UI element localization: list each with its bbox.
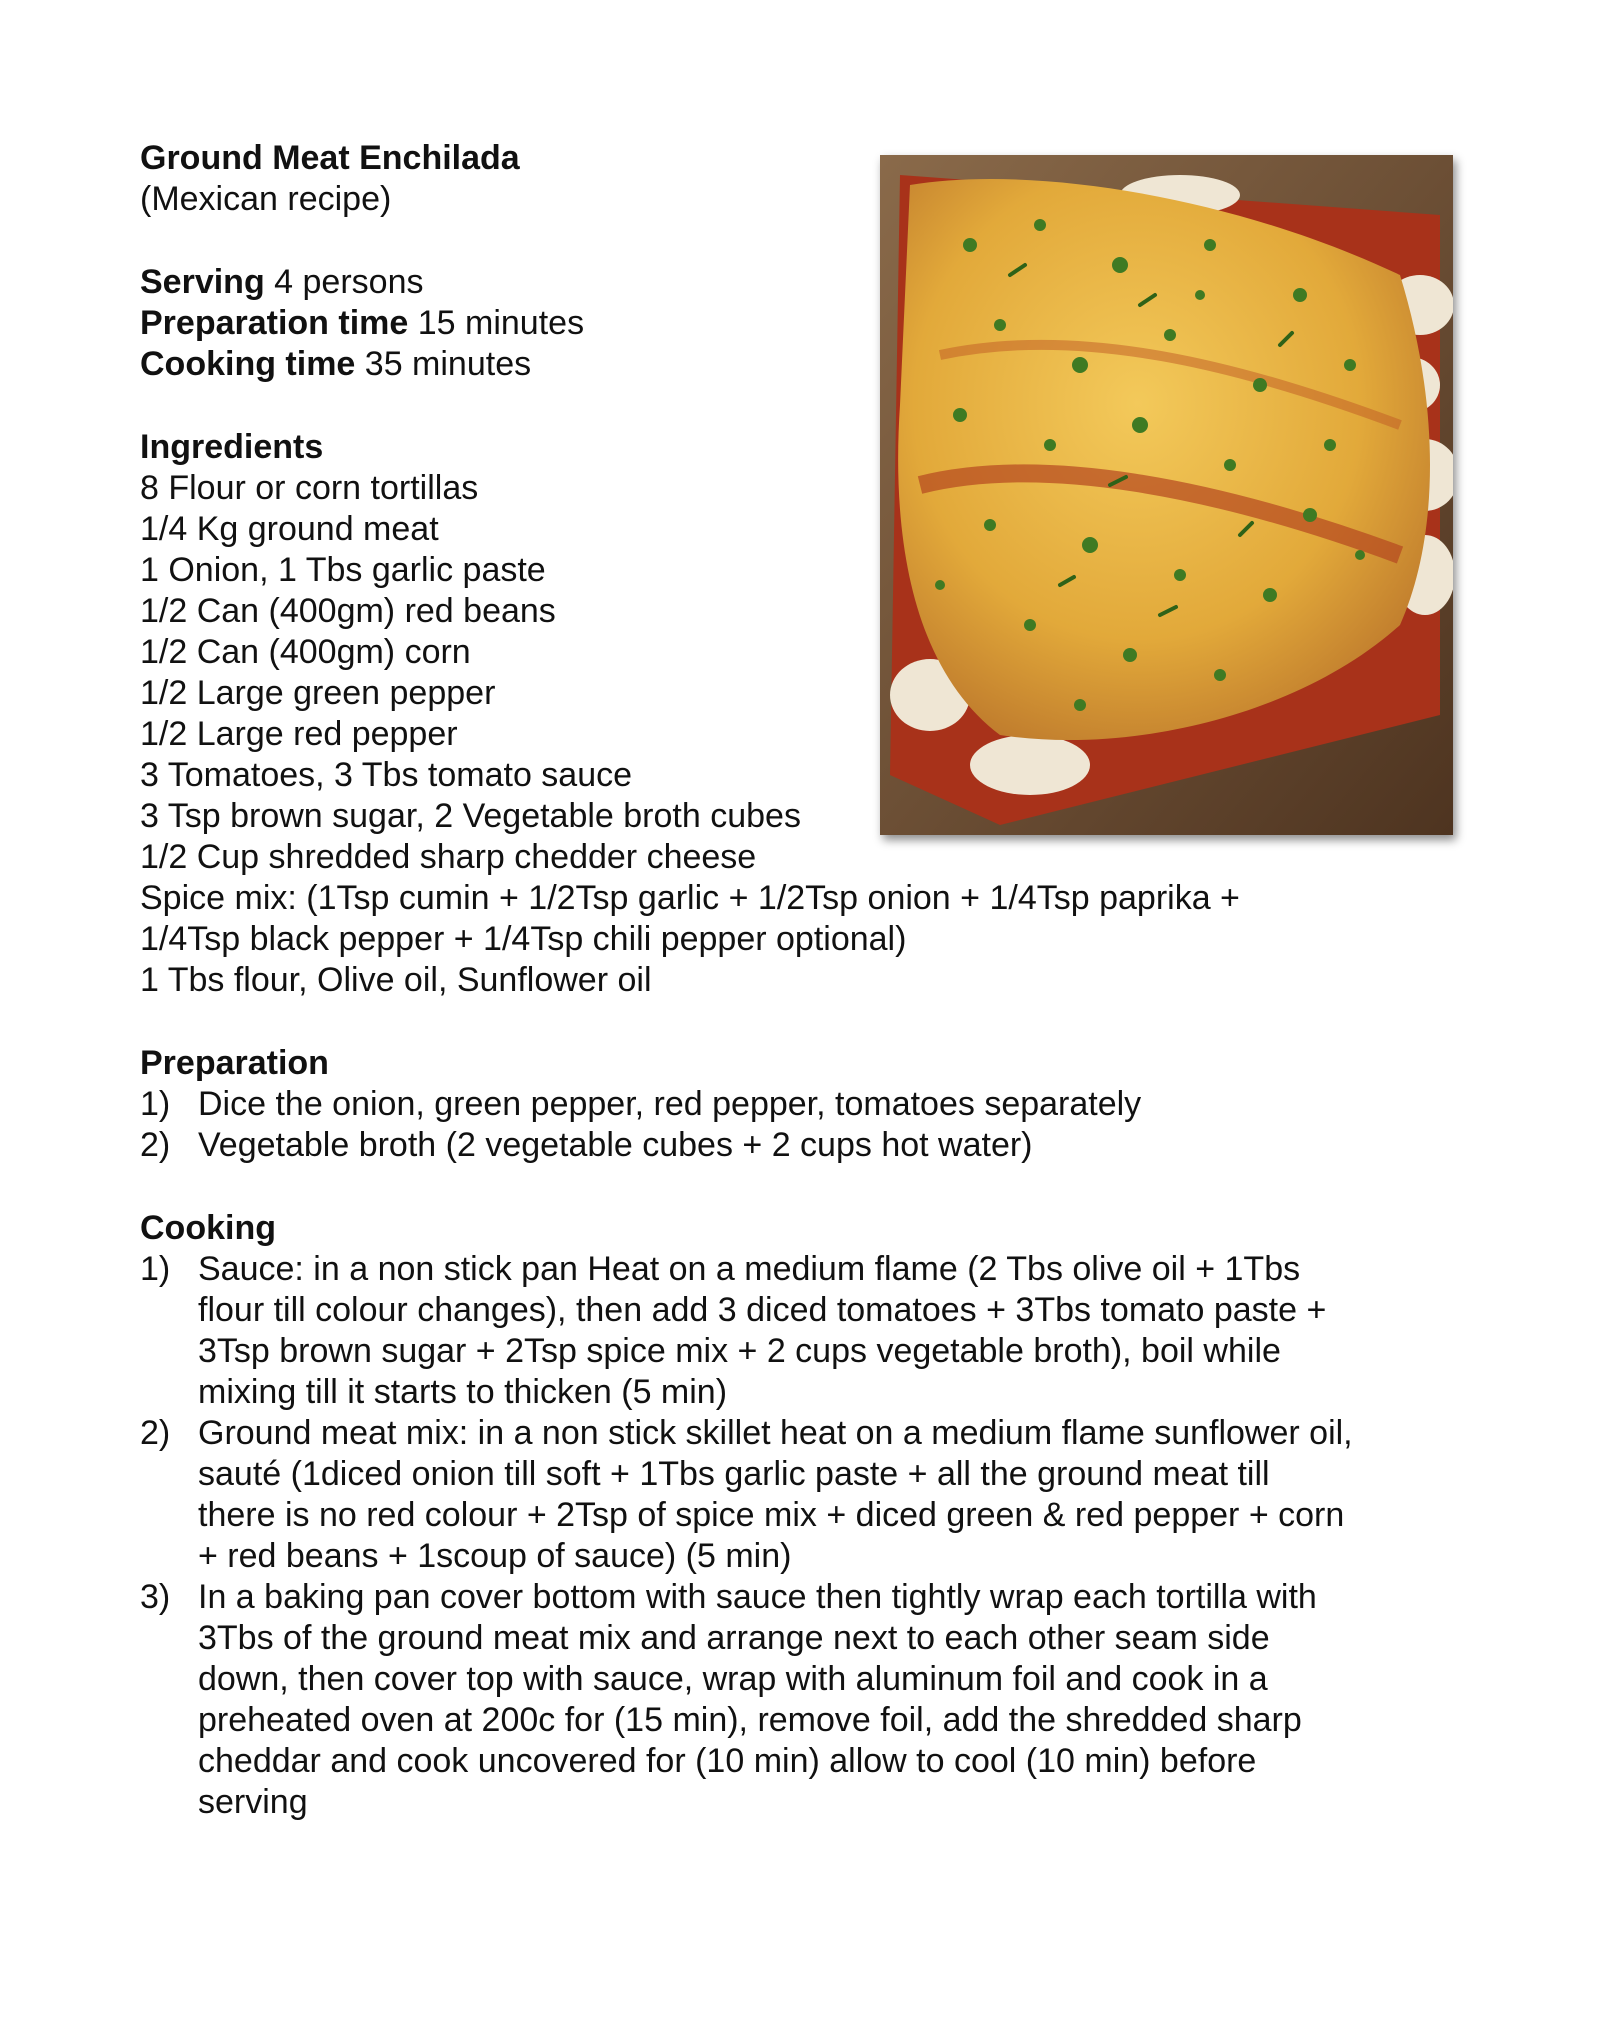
recipe-subtitle: (Mexican recipe): [140, 180, 392, 218]
enchilada-photo: [880, 155, 1453, 835]
preparation-list: [140, 1084, 1470, 1166]
step-number: 2): [140, 1126, 171, 1164]
step-line: 3Tbs of the ground meat mix and arrange next to each other seam side: [198, 1619, 1270, 1657]
ingredient-item: Spice mix: (1Tsp cumin + 1/2Tsp garlic + 1/2Tsp onion + 1/4Tsp paprika +: [140, 879, 1240, 917]
cooking-step: [140, 1413, 1470, 1577]
step-line: cheddar and cook uncovered for (10 min) allow to cool (10 min) before: [198, 1742, 1257, 1780]
cooking-step: [140, 1249, 1470, 1413]
enchilada-photo-icon: [880, 155, 1453, 835]
recipe-title: Ground Meat Enchilada: [140, 139, 520, 177]
ingredient-item: 1/2 Can (400gm) corn: [140, 633, 471, 671]
ingredient-item: 1 Onion, 1 Tbs garlic paste: [140, 551, 546, 589]
preparation-step: [140, 1125, 1470, 1166]
meta-value: 4 persons: [264, 263, 424, 301]
step-line: In a baking pan cover bottom with sauce then tightly wrap each tortilla with: [198, 1578, 1317, 1616]
step-number: 3): [140, 1578, 171, 1616]
ingredient-item: 1 Tbs flour, Olive oil, Sunflower oil: [140, 961, 652, 999]
ingredient-item: 1/2 Can (400gm) red beans: [140, 592, 556, 630]
step-line: flour till colour changes), then add 3 diced tomatoes + 3Tbs tomato paste +: [198, 1291, 1327, 1329]
ingredient-item: 1/2 Cup shredded sharp chedder cheese: [140, 838, 757, 876]
step-line: + red beans + 1scoup of sauce) (5 min): [198, 1537, 792, 1575]
ingredient-item: 1/2 Large red pepper: [140, 715, 458, 753]
step-text: Vegetable broth (2 vegetable cubes + 2 cups hot water): [198, 1126, 1033, 1164]
meta-label: Preparation time: [140, 304, 409, 342]
step-line: sauté (1diced onion till soft + 1Tbs garlic paste + all the ground meat till: [198, 1455, 1270, 1493]
cooking-heading: Cooking: [140, 1209, 276, 1247]
step-number: 2): [140, 1414, 171, 1452]
meta-value: 15 minutes: [408, 304, 585, 342]
step-number: 1): [140, 1250, 171, 1288]
ingredient-item: 1/4 Kg ground meat: [140, 510, 439, 548]
ingredient-item: 1/4Tsp black pepper + 1/4Tsp chili pepper optional): [140, 920, 907, 958]
step-line: preheated oven at 200c for (15 min), remove foil, add the shredded sharp: [198, 1701, 1302, 1739]
ingredient-item: 1/2 Large green pepper: [140, 674, 496, 712]
meta-value: 35 minutes: [355, 345, 532, 383]
step-text: Dice the onion, green pepper, red pepper, tomatoes separately: [198, 1085, 1142, 1123]
preparation-heading: Preparation: [140, 1044, 329, 1082]
step-line: Sauce: in a non stick pan Heat on a medium flame (2 Tbs olive oil + 1Tbs: [198, 1250, 1301, 1288]
step-line: Ground meat mix: in a non stick skillet heat on a medium flame sunflower oil,: [198, 1414, 1353, 1452]
ingredient-item: 3 Tsp brown sugar, 2 Vegetable broth cubes: [140, 797, 801, 835]
step-line: there is no red colour + 2Tsp of spice mix + diced green & red pepper + corn: [198, 1496, 1345, 1534]
meta-label: Cooking time: [140, 345, 356, 383]
ingredient-item: 3 Tomatoes, 3 Tbs tomato sauce: [140, 756, 633, 794]
preparation-step: [140, 1084, 1470, 1125]
cooking-list: [140, 1249, 1470, 1823]
step-line: mixing till it starts to thicken (5 min): [198, 1373, 728, 1411]
step-line: down, then cover top with sauce, wrap with aluminum foil and cook in a: [198, 1660, 1268, 1698]
cooking-step: [140, 1577, 1470, 1823]
meta-label: Serving: [140, 263, 265, 301]
ingredient-item: 8 Flour or corn tortillas: [140, 469, 479, 507]
ingredients-heading: Ingredients: [140, 428, 324, 466]
step-line: serving: [198, 1783, 308, 1821]
step-line: 3Tsp brown sugar + 2Tsp spice mix + 2 cups vegetable broth), boil while: [198, 1332, 1281, 1370]
step-number: 1): [140, 1085, 171, 1123]
